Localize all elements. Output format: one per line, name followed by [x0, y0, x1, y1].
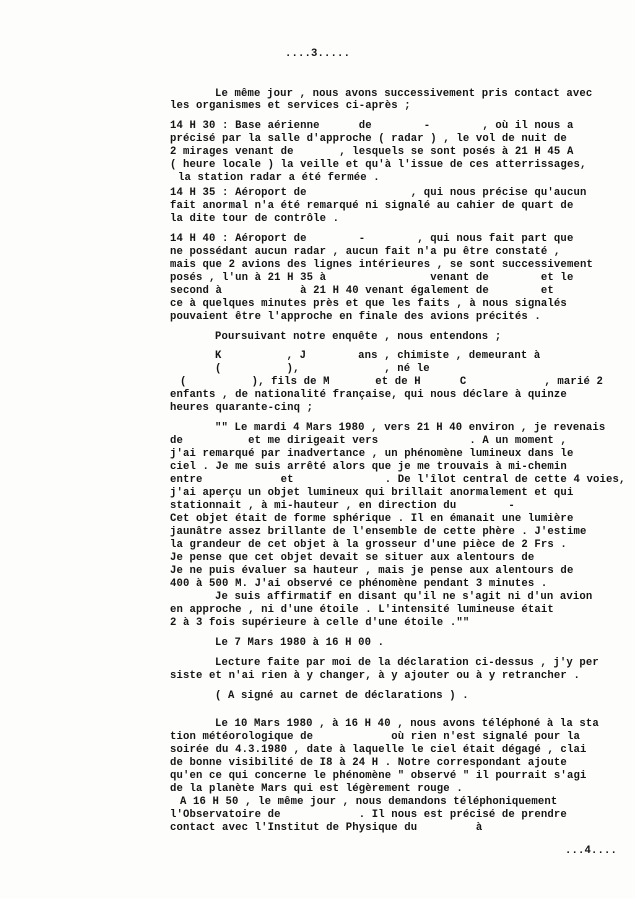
text-line: fait anormal n'a été remarqué ni signalé au cahier de quart de [170, 200, 574, 212]
text-line: de la planète Mars qui est légèrement rouge . [170, 783, 463, 795]
text-line: A 16 H 50 , le même jour , nous demandons téléphoniquement [180, 796, 558, 808]
text-line: 14 H 30 : Base aérienne de - , où il nous a [170, 120, 574, 132]
text-line: contact avec l'Institut de Physique du à [170, 822, 483, 834]
text-line: ciel . Je me suis arrêté alors que je me trouvais à mi-chemin [170, 461, 567, 473]
page-marker-top: ....3..... [285, 48, 351, 60]
text-line: K , J ans , chimiste , demeurant à [215, 350, 541, 362]
text-line: heures quarante-cinq ; [170, 402, 314, 414]
text-line: la station radar a été fermée . [178, 172, 380, 184]
text-line: l'Observatoire de . Il nous est précisé de prendre [170, 809, 567, 821]
text-line: second à à 21 H 40 venant également de et [170, 285, 554, 297]
text-line: Je suis affirmatif en disant qu'il ne s'agit ni d'un avion [215, 591, 593, 603]
text-line: ( heure locale ) la veille et qu'à l'issue de ces atterrissages, [170, 159, 587, 171]
text-line: Je pense que cet objet devait se situer aux alentours de [170, 552, 535, 564]
text-line: ( ), fils de M et de H C , marié 2 [180, 376, 603, 388]
text-line: de et me dirigeait vers . A un moment , [170, 435, 567, 447]
text-line: 400 à 500 M. J'ai observé ce phénomène pendant 3 minutes . [170, 578, 548, 590]
text-line: j'ai aperçu un objet lumineux qui brillait anormalement et qui [170, 487, 574, 499]
text-line: posés , l'un à 21 H 35 à venant de et le [170, 272, 574, 284]
text-line: 2 à 3 fois supérieure à celle d'une étoile ."" [170, 617, 470, 629]
text-line: en approche , ni d'une étoile . L'intensité lumineuse était [170, 604, 554, 616]
text-line: les organismes et services ci-après ; [170, 100, 411, 112]
text-line: de bonne visibilité de I8 à 24 H . Notre correspondant ajoute [170, 757, 567, 769]
text-line: précisé par la salle d'approche ( radar ) , le vol de nuit de [170, 133, 567, 145]
text-line: jaunâtre assez brillante de l'ensemble de cette phère . J'estime [170, 526, 587, 538]
text-line: entre et . De l'îlot central de cette 4 voies, [170, 474, 626, 486]
text-line: soirée du 4.3.1980 , date à laquelle le ciel était dégagé , clai [170, 744, 587, 756]
text-line: 2 mirages venant de , lesquels se sont posés à 21 H 45 A [170, 146, 574, 158]
text-line: Le 10 Mars 1980 , à 16 H 40 , nous avons téléphoné à la sta [215, 718, 599, 730]
text-line: tion météorologique de où rien n'est signalé pour la [170, 731, 580, 743]
page-marker-bottom: ...4.... [565, 845, 618, 857]
text-line: la grandeur de cet objet à la grosseur d'une pièce de 2 Frs . [170, 539, 567, 551]
text-line: ce à quelques minutes près et que les faits , à nous signalés [170, 298, 567, 310]
text-line: enfants , de nationalité française, qui nous déclare à quinze [170, 389, 567, 401]
text-line: 14 H 35 : Aéroport de , qui nous précise qu'aucun [170, 187, 587, 199]
text-line: 14 H 40 : Aéroport de - , qui nous fait part que [170, 233, 574, 245]
text-line: la dite tour de contrôle . [170, 213, 340, 225]
text-line: mais que 2 avions des lignes intérieures , se sont successivement [170, 259, 593, 271]
text-line: j'ai remarqué par inadvertance , un phénomène lumineux dans le [170, 448, 574, 460]
text-line: Le 7 Mars 1980 à 16 H 00 . [215, 637, 385, 649]
text-line: pouvaient être l'approche en finale des avions précités . [170, 311, 541, 323]
text-line: ( A signé au carnet de déclarations ) . [215, 690, 469, 702]
text-line: ne possédant aucun radar , aucun fait n'a pu être constaté , [170, 246, 561, 258]
text-line: Cet objet était de forme sphérique . Il en émanait une lumière [170, 513, 574, 525]
text-line: stationnait , à mi-hauteur , en direction du - [170, 500, 515, 512]
text-line: qu'en ce qui concerne le phénomène " observé " il pourrait s'agi [170, 770, 587, 782]
text-line: Lecture faite par moi de la déclaration ci-dessus , j'y per [215, 657, 599, 669]
text-line: siste et n'ai rien à y changer, à y ajouter ou à y retrancher . [170, 670, 580, 682]
text-line: Le même jour , nous avons successivement pris contact avec [215, 88, 593, 100]
text-line: ( ), , né le [215, 363, 430, 375]
text-line: Poursuivant notre enquête , nous entendons ; [215, 331, 502, 343]
text-line: Je ne puis évaluer sa hauteur , mais je pense aux alentours de [170, 565, 574, 577]
text-line: "" Le mardi 4 Mars 1980 , vers 21 H 40 environ , je revenais [215, 422, 606, 434]
